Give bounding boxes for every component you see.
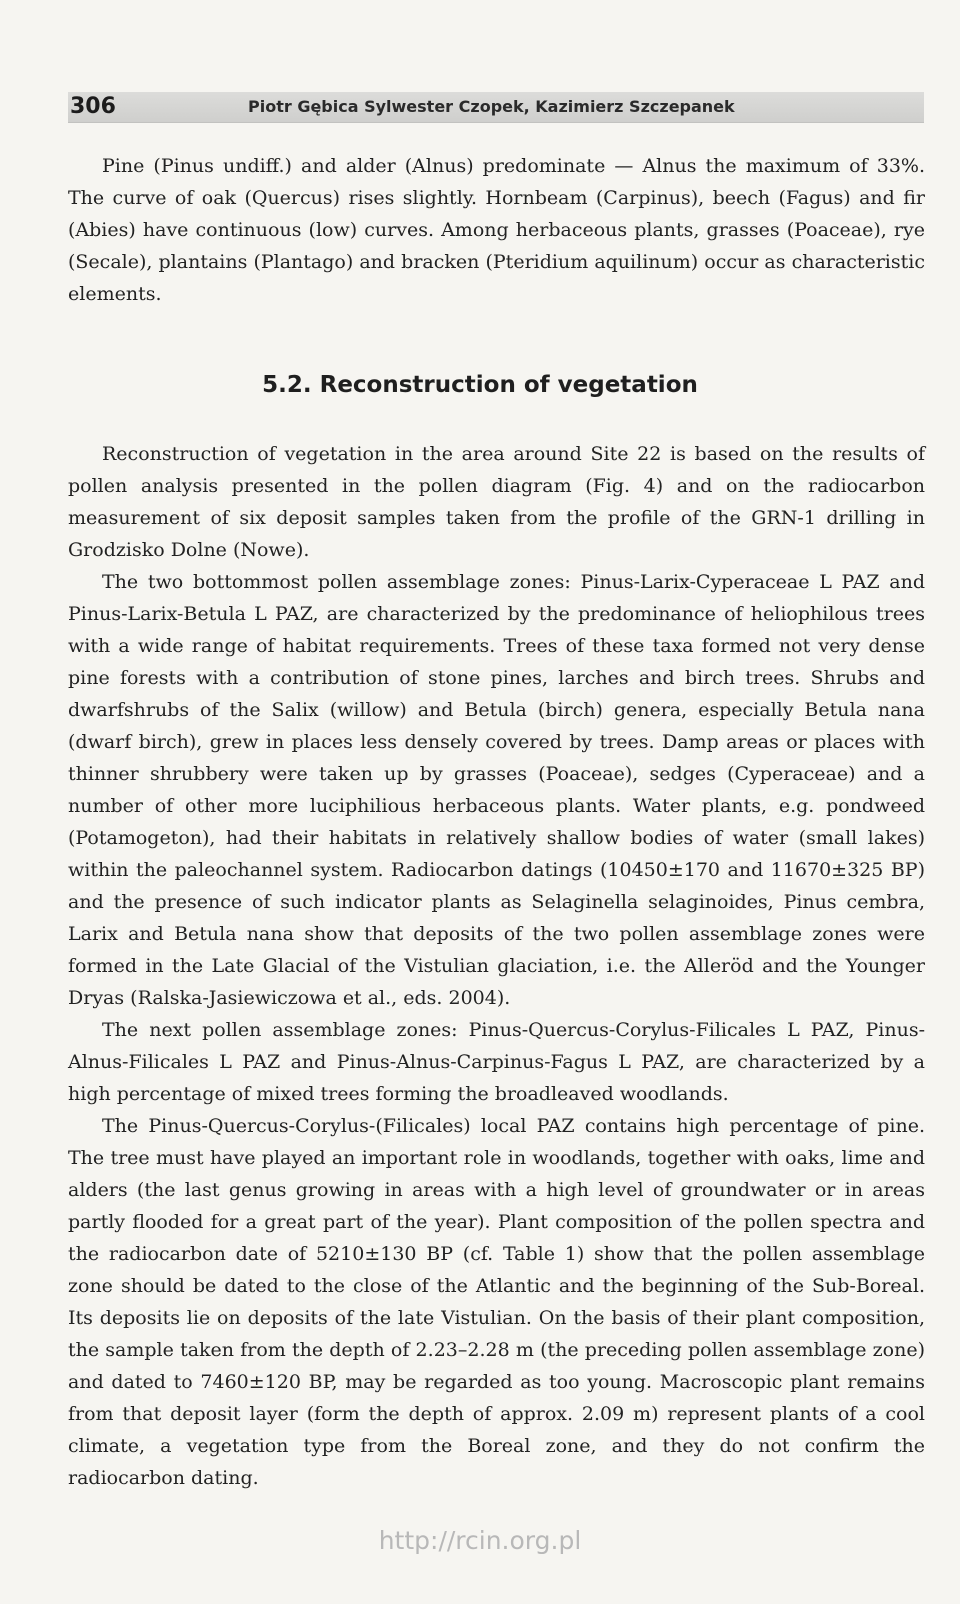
- body-paragraph: Reconstruction of vegetation in the area around Site 22 is based on the results of pollen analysis presented in the pollen diagram (Fig. 4) and on the radiocarbon measurement of six deposit samples taken from the profile of the GRN-1 drilling in Grodzisko Dolne (Nowe).: [68, 443, 925, 561]
- body-paragraph: The Pinus-Quercus-Corylus-(Filicales) local PAZ contains high percentage of pine. The tree must have played an important role in woodlands, together with oaks, lime and alders (the last genus growing in areas with a high level of groundwater or in areas partly flooded for a great part of the year). Plant composition of the pollen spectra and the radiocarbon date of 5210±130 BP (cf. Table 1) show that the pollen assemblage zone should be dated to the close of the Atlantic and the beginning of the Sub-Boreal. Its deposits lie on deposits of the late Vistulian. On the basis of their plant composition, the sample taken from the depth of 2.23–2.28 m (the preceding pollen assemblage zone) and dated to 7460±120 BP, may be regarded as too young. Macroscopic plant remains from that deposit layer (form the depth of approx. 2.09 m) represent plants of a cool climate, a vegetation type from the Boreal zone, and they do not confirm the radiocarbon dating.: [68, 1115, 925, 1489]
- running-header-authors: Piotr Gębica Sylwester Czopek, Kazimierz Szczepanek: [248, 97, 735, 116]
- section-body: [68, 438, 925, 1494]
- body-paragraph: The two bottommost pollen assemblage zones: Pinus-Larix-Cyperaceae L PAZ and Pinus-Larix-Betula L PAZ, are characterized by the predominance of heliophilous trees with a wide range of habitat requirements. Trees of these taxa formed not very dense pine forests with a contribution of stone pines, larches and birch trees. Shrubs and dwarfshrubs of the Salix (willow) and Betula (birch) genera, especially Betula nana (dwarf birch), grew in places less densely covered by trees. Damp areas or places with thinner shrubbery were taken up by grasses (Poaceae), sedges (Cyperaceae) and a number of other more luciphilious herbaceous plants. Water plants, e.g. pondweed (Potamogeton), had their habitats in relatively shallow bodies of water (small lakes) within the paleochannel system. Radiocarbon datings (10450±170 and 11670±325 BP) and the presence of such indicator plants as Selaginella selaginoides, Pinus cembra, Larix and Betula nana show that deposits of the two pollen assemblage zones were formed in the Late Glacial of the Vistulian glaciation, i.e. the Alleröd and the Younger Dryas (Ralska-Jasiewiczowa et al., eds. 2004).: [68, 571, 925, 1009]
- section-heading: 5.2. Reconstruction of vegetation: [262, 372, 698, 398]
- intro-paragraph: Pine (Pinus undiff.) and alder (Alnus) predominate — Alnus the maximum of 33%. The curve of oak (Quercus) rises slightly. Hornbeam (Carpinus), beech (Fagus) and fir (Abies) have continuous (low) curves. Among herbaceous plants, grasses (Poaceae), rye (Secale), plantains (Plantago) and bracken (Pteridium aquilinum) occur as characteristic elements.: [68, 155, 925, 305]
- running-header: [68, 92, 924, 123]
- page-number: 306: [70, 94, 116, 119]
- source-watermark: http://rcin.org.pl: [378, 1526, 582, 1555]
- body-paragraph: The next pollen assemblage zones: Pinus-Quercus-Corylus-Filicales L PAZ, Pinus-Alnus-Filicales L PAZ and Pinus-Alnus-Carpinus-Fagus L PAZ, are characterized by a high percentage of mixed trees forming the broadleaved woodlands.: [68, 1019, 925, 1105]
